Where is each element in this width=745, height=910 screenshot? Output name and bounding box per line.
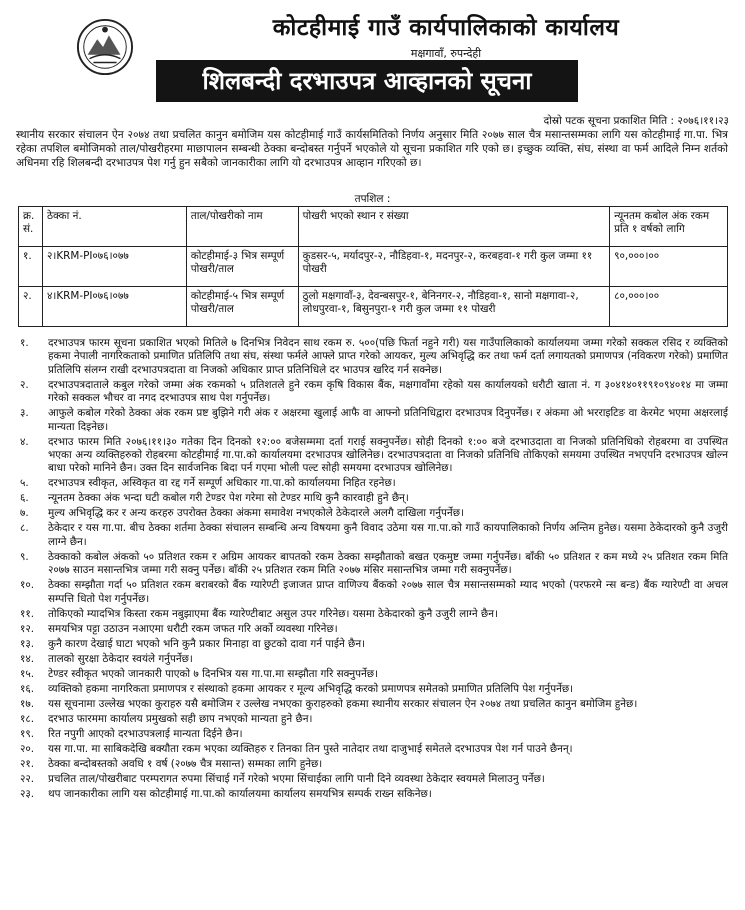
condition-text: आफुले कबोल गरेको ठेक्का अंक रकम प्रष्ट बुझिने गरी अंक र अक्षरमा खुलाई आफै वा आफ्नो प्रतिनिधिद्वारा दरभाउपत्र दिनुपर्नेछ। र अंकमा ओ भरराइटिङ वा केरमेट भएमा अक्षरलाई मान्यता दिइनेछ। [48,407,728,433]
header-pond-name: ताल/पोखरीको नाम [186,207,298,247]
condition-item [18,728,728,741]
condition-item [18,337,728,377]
cell-min-bid: ८०,०००।०० [610,287,728,327]
condition-text: प्रचलित ताल/पोखरीबाट परम्परागत रुपमा सिंचाई गर्ने गरेको भएमा सिंचाईका लागि पानी दिने व्यवस्था ठेकेदार स्वयमले मिलाउनु पर्नेछ। [48,772,545,785]
condition-text: तोकिएको म्यादभित्र किस्ता रकम नबुझाएमा बैंक ग्यारेण्टीबाट असुल उपर गरिनेछ। यसमा ठेकेदारको कुनै उजुरी लाग्ने छैन। [48,607,498,620]
condition-item [18,698,728,711]
condition-number: ५. [20,477,29,490]
condition-number: १३. [20,637,35,650]
condition-text: थप जानकारीका लागि यस कोटहीमाई गा.पा.को कार्यालयमा कार्यालय समयभित्र सम्पर्क राख्न सकिनेछ। [48,787,432,800]
condition-text: दरभाउ फारम मिति २०७६।११।३० गतेका दिन दिनको १२:०० बजेसम्ममा दर्ता गराई सक्नुपर्नेछ। सोही दिनको १:०० बजे दरभाउदाता वा निजको प्रतिनिधिको रोहबरमा वा उपस्थित भएका अन्य व्यक्तिहरुको रोहबरमा कोटहीमाई गा.पा.को कार्यालयमा दरभाउपत्र खोलिनेछ। दरभाउपत्रदाता वा निजको प्रतिनिधि तोकिएको समयमा उपस्थित नभएपनि दरभाउपत्र खोल्न बाधा परेको मानिने छैन। उक्त दिन सार्वजनिक बिदा पर्न गएमा भोली पल्ट सोही समयमा दरभाउपत्र खोलिनेछ। [48,435,728,475]
condition-number: २३. [20,787,35,800]
condition-text: व्यक्तिको हकमा नागरिकता प्रमाणपत्र र संस्थाको हकमा आयकर र मूल्य अभिवृद्धि करको प्रमाणपत्र समेतको प्रमाणित प्रतिलिपि पेश गर्नुपर्नेछ। [48,682,574,695]
condition-number: १. [20,337,29,349]
condition-item [18,492,728,505]
table-caption: तपशिल : [354,193,391,205]
header-contract-no: ठेक्का नं. [42,207,186,247]
condition-item [18,379,728,406]
condition-number: ११. [20,607,35,620]
condition-text: यस सूचनामा उल्लेख भएका कुराहरु यसै बमोजिम र उल्लेख नभएका कुराहरुको हकमा स्थानीय सरकार संचालन ऐन २०७४ तथा प्रचलित कानुन बमोजिम हुनेछ। [48,697,638,710]
condition-item [18,683,728,696]
condition-text: ठेकेदार र यस गा.पा. बीच ठेक्का शर्तमा ठेक्का संचालन सम्बन्धि अन्य विषयमा कुनै विवाद उठेमा यस गा.पा.को गाउँ कायपालिकाको निर्णय अन्तिम हुनेछ। यसमा ठेकेदारको कुनै उजुरी लाग्ने छैन। [48,522,728,548]
condition-number: १९. [20,727,35,740]
table-row [19,247,728,287]
condition-number: १२. [20,622,35,635]
cell-contract-no: २।KRM-PI०७६।०७७ [42,247,186,287]
condition-number: ९. [20,550,29,563]
header-location: पोखरी भएको स्थान र संख्या [298,207,609,247]
office-address: मक्षगावाँ, रुपन्देही [410,47,482,60]
cell-serial: १. [19,247,43,287]
cell-pond-name: कोटहीमाई-५ भित्र सम्पूर्ण पोखरी/ताल [186,287,298,327]
condition-text: दरभाउपत्र फारम सूचना प्रकाशित भएको मितिले ७ दिनभित्र निवेदन साथ रकम रु. ५००(पछि फिर्ता नहुने गरी) यस गाउँपालिकाको कार्यालयमा जम्मा गरेको सक्कल रसिद र व्यक्तिको हकमा नेपाली नागरिकताको प्रमाणित प्रतिलिपि तथा संघ, संस्था फर्मले आफ्ले प्राप्त गरेको आयकर, मुल्य अभिवृद्धि कर तथा फर्म दर्ता लगायतको प्रमाणपत्र (नविकरण गरेको) प्रमाणित प्रतिलिपि संलग्न राखी दरभाउपत्रदाता वा निजको अधिकार प्राप्त प्रतिनिधिले दर भाउपत्र खरिद गर्न सक्नेछ। [48,337,728,376]
condition-item [18,653,728,666]
condition-item [18,522,728,549]
condition-number: २२. [20,772,35,785]
office-title: कोटहीमाई गाउँ कार्यपालिकाको कार्यालय [272,15,620,41]
condition-text: दरभाउपत्रदाताले कबुल गरेको जम्मा अंक रकमको ५ प्रतिशतले हुने रकम कृषि विकास बैंक, मक्षगावाँमा रहेको यस कार्यालयको धरौटी खाता नं. ग ३०४१४०११९१०९४०१४ मा जम्मा गरेको सक्कल भौचर वा नगद दरभाउपत्र साथ पेश गर्नुपर्नेछ। [48,378,728,405]
tender-table [18,206,728,327]
condition-item [18,668,728,681]
table-row [19,287,728,327]
condition-item [18,507,728,520]
condition-item [18,758,728,771]
table-header-row [19,207,728,247]
condition-item [18,436,728,476]
condition-text: कुनै कारण देखाई घाटा भएको भनि कुनै प्रकार मिनाहा वा छुटको दावा गर्न पाईने छैन। [48,637,366,650]
condition-item [18,407,728,434]
condition-number: २१. [20,757,35,770]
condition-number: ७. [20,507,29,520]
condition-text: रित नपुगी आएको दरभाउपत्रलाई मान्यता दिईने छैन। [48,727,243,740]
intro-paragraph: स्थानीय सरकार संचालन ऐन २०७४ तथा प्रचलित कानुन बमोजिम यस कोटहीमाई गाउँ कार्यसमितिको निर्णय अनुसार मिति २०७७ साल चैत्र मसान्तसम्मका लागि यस कोटहीमाई गा.पा. भित्र रहेका तपशिल बमोजिमको ताल/पोखरीहरमा माछापालन सम्बन्धी ठेक्का बन्दोबस्त गर्नुपर्ने भएकोले यो सूचना प्रकाशित गरि एको छ। इच्छुक व्यक्ति, संघ, संस्था वा फर्म आदिले निम्न शर्तको अधिनमा रहि शिलबन्दी दरभाउपत्र पेश गर्नु हुन सबैको जानकारीका लागि यो दरभाउपत्र आव्हान गरिएको छ। [16,129,728,170]
condition-text: टेण्डर स्वीकृत भएको जानकारी पाएको ७ दिनभित्र यस गा.पा.मा सम्झौता गरि सक्नुपर्नेछ। [48,667,379,680]
condition-item [18,608,728,621]
condition-item [18,477,728,490]
cell-serial: २. [19,287,43,327]
cell-min-bid: ९०,०००।०० [610,247,728,287]
condition-text: ठेक्काको कबोल अंकको ५० प्रतिशत रकम र अग्रिम आयकर बापतको रकम ठेक्का सम्झौताको बखत एकमुष्ट जम्मा गर्नुपर्नेछ। बाँकी ५० प्रतिशत र कम मध्ये २५ प्रतिशत रकम मिति २०७७ साउन मसान्तभित्र जम्मा गरी सक्नु पर्नेछ। बाँकी २५ प्रतिशत रकम मिति २०७७ मंसिर मसान्तभित्र जम्मा गरी सक्नुपर्नेछ। [48,550,728,577]
condition-number: ३. [20,407,29,420]
condition-text: समयभित्र पट्टा उठाउन नआएमा धरौटी रकम जफत गरि अर्को व्यवस्था गरिनेछ। [48,622,338,635]
condition-item [18,788,728,801]
condition-number: २. [20,378,29,391]
condition-item [18,773,728,786]
condition-number: १७. [20,697,35,710]
cell-location: ठुलो मक्षगावाँ-३, देवन्बसपुर-१, बेनिनगर-२, नौडिहवा-१, सानो मक्षगावा-२, लोधपुरवा-१, बिसुनपुरा-१ गरी कुल जम्मा ११ पोखरी [298,287,609,327]
condition-text: ठेक्का बन्दोबस्तको अवधि १ वर्ष (२०७७ चैत्र मसान्त) सम्मका लागि हुनेछ। [48,757,323,770]
condition-number: ६. [20,492,29,505]
condition-number: २०. [20,742,35,755]
publication-date: दोस्रो पटक सूचना प्रकाशित मिति : २०७६।११।२३ [543,115,729,127]
cell-contract-no: ४।KRM-PI०७६।०७७ [42,287,186,327]
condition-number: १६. [20,682,35,695]
cell-location: कुडसर-५, मर्यादपुर-२, नौडिहवा-१, मदनपुर-२, करबहवा-१ गरी कुल जम्मा ११ पोखरी [298,247,609,287]
condition-number: १८. [20,712,35,725]
condition-number: ८. [20,522,29,535]
condition-number: १५. [20,667,35,680]
conditions-list [18,337,728,803]
condition-number: १४. [20,652,35,665]
condition-text: दरभाउपत्र स्वीकृत, अस्विकृत वा रद्द गर्ने सम्पूर्ण अधिकार गा.पा.को कार्यालयमा निहित रहनेछ। [48,477,396,490]
condition-number: १०. [20,579,35,592]
condition-item [18,551,728,578]
notice-banner: शिलबन्दी दरभाउपत्र आव्हानको सूचना [156,60,578,102]
condition-text: न्यूनतम ठेक्का अंक भन्दा घटी कबोल गरी टेण्डर पेश गरेमा सो टेण्डर माथि कुनै कारवाही हुने छैन्। [48,492,409,505]
condition-number: ४. [20,435,29,448]
header-min-bid: न्यूनतम कबोल अंक रकम प्रति १ वर्षको लागि [610,207,728,247]
condition-item [18,713,728,726]
condition-item [18,623,728,636]
condition-item [18,638,728,651]
cell-pond-name: कोटहीमाई-३ भित्र सम्पूर्ण पोखरी/ताल [186,247,298,287]
nepal-emblem-icon [76,18,134,76]
condition-text: मुल्य अभिवृद्धि कर र अन्य करहरु उपरोक्त ठेक्का अंकमा समावेश नभएकोले ठेकेदारले अलगै दाखिला गर्नुपर्नेछ। [48,507,464,520]
header-serial: क्र. सं. [19,207,43,247]
condition-text: तालको सुरक्षा ठेकेदार स्वयंले गर्नुपर्नेछ। [48,652,193,665]
condition-text: यस गा.पा. मा साबिकदेखि बक्यौता रकम भएका व्यक्तिहरु र तिनका तिन पुस्ते नातेदार तथा दाजुभाई समेतले दरभाउपत्र पेश गर्न पाउने छैनन्। [48,742,573,755]
condition-text: ठेक्का सम्झौता गर्दा ५० प्रतिशत रकम बराबरको बैंक ग्यारेण्टी इजाजत प्राप्त वाणिज्य बैंकको २०७७ साल चैत्र मसान्तसम्मको म्याद भएको (परफरमे न्स बन्ड) बैंक ग्यारेण्टी वा अचल सम्पत्ति धितो पेश गर्नुपर्नेछ। [48,579,728,605]
condition-text: दरभाउ फारममा कार्यालय प्रमुखको सही छाप नभएको मान्यता हुने छैन। [48,712,313,725]
condition-item [18,743,728,756]
condition-item [18,579,728,606]
